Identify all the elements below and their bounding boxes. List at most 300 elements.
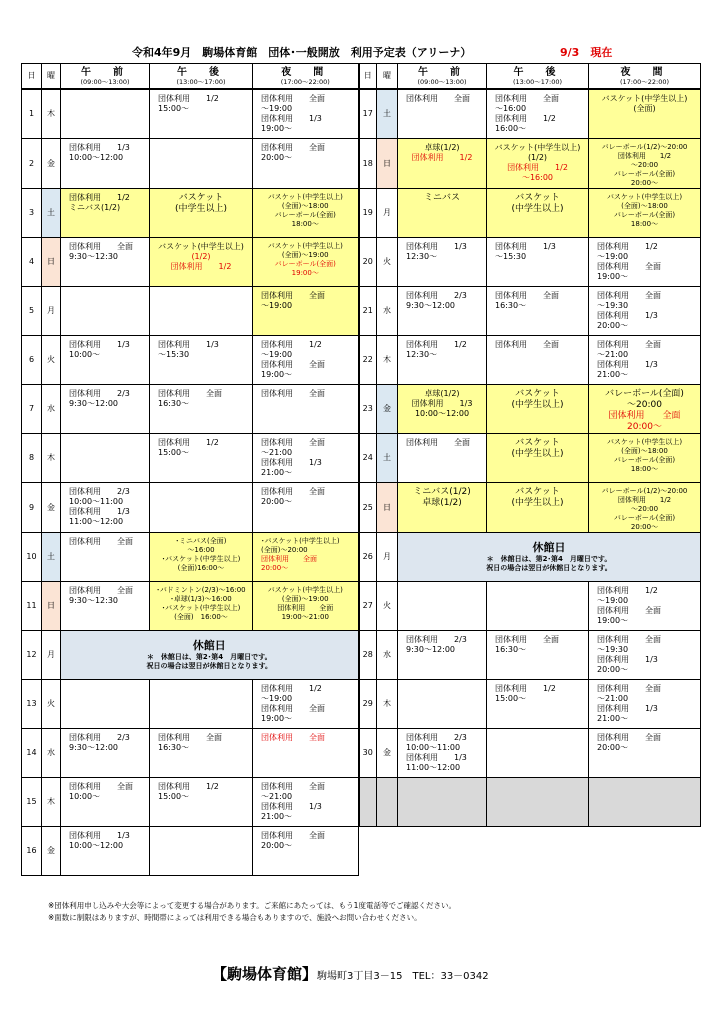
am-slot: [61, 483, 150, 533]
weekday: 火: [377, 582, 398, 631]
slot-line: (全面)～18:00: [621, 447, 668, 455]
slot-line: 卓球(1/2): [424, 389, 460, 398]
slot-line: 団体利用 1/3: [411, 399, 473, 408]
schedule-row: [22, 189, 701, 238]
evening-slot: [253, 434, 359, 483]
slot-line: 団体利用 1/3: [597, 704, 658, 713]
slot-line: 16:30～: [495, 301, 527, 310]
slot-line: 団体利用 1/3: [261, 802, 322, 811]
am-slot: [398, 238, 487, 287]
slot-line: ･バスケット(中学生以上): [261, 537, 340, 545]
schedule-row: [22, 139, 701, 189]
am-slot: [61, 336, 150, 385]
slot-line: 団体利用 1/3: [406, 753, 467, 762]
footer: [212, 963, 489, 984]
slot-line: 団体利用 1/3: [69, 143, 130, 152]
slot-line: 18:00～: [630, 465, 659, 473]
pm-slot: [487, 631, 589, 680]
slot-line: 団体利用 全面: [597, 733, 661, 742]
slot-line: 21:00～: [261, 468, 293, 477]
slot-line: ～16:00: [187, 546, 215, 554]
slot-line: ･ミニバス(全面): [175, 537, 227, 545]
slot-line: 団体利用 1/3: [406, 242, 467, 251]
slot-line: (全面): [633, 104, 656, 113]
slot-line: 団体利用 全面: [261, 389, 325, 398]
pm-slot: [150, 238, 253, 287]
closed-day-text: 休館日: [532, 541, 566, 554]
pm-slot: [487, 483, 589, 533]
closed-day-text: ＊ 休館日は、第2･第4 月曜日です。: [486, 555, 612, 563]
am-slot: [398, 434, 487, 483]
empty-cell: [359, 778, 377, 827]
closed-day-text: 休館日: [192, 639, 226, 652]
note-line: ※面数に制限はありますが、時間帯によっては利用できる場合もありますので、施設へお問い合わせください。: [48, 913, 422, 922]
evening-slot: [589, 434, 701, 483]
am-slot: [398, 139, 487, 189]
am-slot: [61, 139, 150, 189]
closed-day-notice: [398, 533, 701, 582]
am-slot: [398, 189, 487, 238]
slot-line: 20:00～: [597, 321, 629, 330]
day-number: 19: [359, 189, 377, 238]
am-slot: [398, 729, 487, 778]
slot-line: 19:00～: [291, 269, 319, 277]
slot-line: 団体利用 2/3: [69, 487, 130, 496]
slot-line: 12:30～: [406, 252, 438, 261]
slot-line: ～16:00: [495, 104, 527, 113]
slot-line: 団体利用 1/2: [507, 163, 568, 172]
weekday: 金: [377, 729, 398, 778]
pm-slot: [487, 189, 589, 238]
slot-line: ･バスケット(中学生以上): [161, 604, 241, 612]
slot-line: 団体利用 1/2: [597, 586, 658, 595]
weekday: 木: [377, 336, 398, 385]
slot-line: ～15:30: [495, 252, 527, 261]
slot-line: 20:00～: [261, 153, 293, 162]
slot-line: 団体利用 全面: [261, 360, 325, 369]
evening-slot: [253, 533, 359, 582]
evening-slot: [589, 582, 701, 631]
slot-line: バレーボール(全面): [605, 389, 684, 399]
day-number: 21: [359, 287, 377, 336]
slot-line: 18:00～: [630, 220, 659, 228]
slot-line: 20:00～: [261, 497, 293, 506]
slot-line: 20:00～: [261, 841, 293, 850]
slot-line: バスケット(中学生以上): [267, 193, 343, 201]
slot-line: 20:00～: [597, 743, 629, 752]
day-number: 26: [359, 533, 377, 582]
am-slot: [61, 582, 150, 631]
header-pm: 午 後 (13:00～17:00): [487, 64, 589, 90]
weekday: 木: [377, 680, 398, 729]
weekday: 金: [42, 483, 61, 533]
schedule-row: [22, 483, 701, 533]
pm-slot: [150, 336, 253, 385]
slot-line: 19:00～21:00: [281, 613, 329, 621]
slot-line: 16:30～: [495, 645, 527, 654]
slot-line: 団体利用 全面: [597, 340, 661, 349]
weekday: 水: [377, 287, 398, 336]
as-of-date: 9/3 現在: [560, 46, 613, 59]
slot-line: 団体利用 1/2: [261, 684, 322, 693]
slot-line: 団体利用 全面: [406, 94, 470, 103]
slot-line: バスケット(中学生以上): [601, 94, 688, 103]
am-slot: [398, 385, 487, 434]
slot-line: 15:00～: [158, 448, 190, 457]
slot-line: 団体利用 1/2: [170, 262, 232, 271]
slot-line: 19:00～: [261, 124, 293, 133]
slot-line: ～21:00: [597, 350, 629, 359]
slot-line: (1/2): [191, 252, 211, 261]
slot-line: バスケット(中学生以上): [158, 242, 244, 251]
slot-line: 団体利用 全面: [158, 733, 222, 742]
slot-line: 団体利用 全面: [261, 291, 325, 300]
am-slot: [61, 729, 150, 778]
slot-line: バスケット: [515, 487, 560, 497]
slot-line: (中学生以上): [511, 400, 564, 410]
day-number: 16: [22, 827, 42, 876]
day-number: 14: [22, 729, 42, 778]
day-number: 7: [22, 385, 42, 434]
weekday: 日: [377, 139, 398, 189]
closed-day-text: 祝日の場合は翌日が休館日となります。: [486, 564, 612, 572]
day-number: 25: [359, 483, 377, 533]
slot-line: ～19:30: [597, 645, 629, 654]
day-number: 15: [22, 778, 42, 827]
slot-line: 16:30～: [158, 743, 190, 752]
slot-line: 団体利用 全面: [597, 606, 661, 615]
slot-line: (全面)～18:00: [621, 202, 668, 210]
slot-line: 15:00～: [158, 104, 190, 113]
am-slot: [398, 483, 487, 533]
weekday: 土: [42, 533, 61, 582]
schedule-row: [22, 434, 701, 483]
slot-line: 団体利用 1/3: [69, 507, 130, 516]
evening-slot: [253, 729, 359, 778]
slot-line: 団体利用 全面: [261, 782, 325, 791]
header-row: [22, 64, 701, 90]
schedule-row: [22, 680, 701, 729]
pm-slot: [487, 89, 589, 139]
day-number: 10: [22, 533, 42, 582]
day-number: 18: [359, 139, 377, 189]
am-slot: [61, 680, 150, 729]
slot-line: ～21:00: [597, 694, 629, 703]
day-number: 2: [22, 139, 42, 189]
slot-line: ミニバス: [423, 193, 460, 203]
slot-line: (全面)～19:00: [281, 595, 329, 603]
slot-line: 10:00～: [69, 792, 101, 801]
closed-day-notice: [61, 631, 359, 680]
slot-line: 団体利用 全面: [277, 604, 334, 612]
pm-slot: [150, 729, 253, 778]
slot-line: バスケット(中学生以上): [267, 586, 343, 594]
am-slot: [61, 434, 150, 483]
slot-line: 団体利用 全面: [597, 262, 661, 271]
slot-line: 団体利用 1/2: [158, 782, 219, 791]
weekday: 木: [42, 89, 61, 139]
facility-address: 駒場町3丁目3－15 TEL：33－0342: [317, 971, 489, 982]
am-slot: [61, 238, 150, 287]
slot-line: ･バスケット(中学生以上): [161, 555, 241, 563]
slot-line: 団体利用 2/3: [406, 635, 467, 644]
evening-slot: [253, 89, 359, 139]
header-evening: 夜 間 (17:00～22:00): [589, 64, 701, 90]
evening-slot: [253, 139, 359, 189]
day-number: 1: [22, 89, 42, 139]
slot-line: (中学生以上): [511, 449, 564, 459]
day-number: 30: [359, 729, 377, 778]
slot-line: 団体利用 全面: [69, 242, 133, 251]
slot-line: ～19:00: [261, 104, 293, 113]
schedule-row: [22, 631, 701, 680]
evening-slot: [589, 287, 701, 336]
slot-line: 11:00～12:00: [406, 763, 461, 772]
am-slot: [398, 582, 487, 631]
weekday: 月: [42, 631, 61, 680]
slot-line: 団体利用 全面: [608, 411, 681, 421]
slot-line: バスケット(中学生以上): [606, 438, 683, 446]
slot-line: 10:00～11:00: [69, 497, 124, 506]
closed-day-text: ＊ 休館日は、第2･第4 月曜日です。: [146, 653, 272, 661]
slot-line: (中学生以上): [511, 204, 564, 214]
slot-line: (全面)16:00～: [177, 564, 225, 572]
slot-line: 団体利用 1/3: [69, 831, 130, 840]
pm-slot: [150, 434, 253, 483]
slot-line: (全面)～18:00: [281, 202, 329, 210]
note-line: ※団体利用申し込みや大会等によって変更する場合があります。ご来館にあたっては、もう1度電話等でご確認ください。: [48, 901, 456, 910]
slot-line: (1/2): [527, 153, 548, 162]
slot-line: バレーボール(1/2)～20:00: [601, 487, 688, 495]
slot-line: 19:00～: [261, 370, 293, 379]
slot-line: 9:30～12:00: [69, 399, 119, 408]
slot-line: 20:00～: [261, 564, 289, 572]
slot-line: 20:00～: [630, 523, 659, 531]
weekday: 日: [377, 483, 398, 533]
evening-slot: [253, 336, 359, 385]
slot-line: バレーボール(全面): [613, 170, 676, 178]
slot-line: 21:00～: [261, 812, 293, 821]
slot-line: 卓球(1/2): [422, 498, 462, 508]
slot-line: 団体利用 全面: [597, 291, 661, 300]
slot-line: (全面)～19:00: [281, 251, 329, 259]
slot-line: (中学生以上): [174, 204, 228, 214]
slot-line: 団体利用 1/3: [597, 360, 658, 369]
slot-line: 10:00～11:00: [406, 743, 461, 752]
header-pm: 午 後 (13:00～17:00): [150, 64, 253, 90]
slot-line: 団体利用 1/3: [597, 655, 658, 664]
slot-line: 18:00～: [291, 220, 319, 228]
pm-slot: [150, 385, 253, 434]
evening-slot: [589, 680, 701, 729]
weekday: 水: [377, 631, 398, 680]
schedule-row: [22, 238, 701, 287]
pm-slot: [150, 139, 253, 189]
slot-line: 9:30～12:30: [69, 596, 119, 605]
schedule-row: [22, 533, 701, 582]
day-number: 8: [22, 434, 42, 483]
slot-line: 団体利用 全面: [261, 555, 317, 563]
slot-line: ･バドミントン(2/3)～16:00: [156, 586, 246, 594]
slot-line: ～19:00: [597, 252, 629, 261]
day-number: 20: [359, 238, 377, 287]
slot-line: 19:00～: [597, 616, 629, 625]
empty-cell: [487, 778, 589, 827]
slot-line: 16:30～: [158, 399, 190, 408]
weekday: 日: [42, 582, 61, 631]
slot-line: 団体利用 全面: [261, 733, 325, 742]
slot-line: ･卓球(1/3)～16:00: [170, 595, 232, 603]
pm-slot: [487, 582, 589, 631]
slot-line: ～21:00: [261, 792, 293, 801]
slot-line: 団体利用 1/3: [158, 340, 219, 349]
evening-slot: [253, 189, 359, 238]
slot-line: 団体利用 全面: [495, 340, 559, 349]
slot-line: バスケット: [178, 193, 224, 203]
header-weekday: 曜: [377, 64, 398, 90]
slot-line: バスケット(中学生以上): [494, 143, 581, 152]
slot-line: 10:00～12:00: [414, 409, 470, 418]
slot-line: 団体利用 全面: [261, 487, 325, 496]
slot-line: 11:00～12:00: [69, 517, 124, 526]
slot-line: 団体利用 2/3: [69, 733, 130, 742]
slot-line: ～19:00: [261, 694, 293, 703]
am-slot: [398, 287, 487, 336]
slot-line: バスケット: [515, 193, 560, 203]
day-number: 29: [359, 680, 377, 729]
slot-line: 団体利用 1/3: [69, 340, 130, 349]
empty-cell: [589, 778, 701, 827]
day-number: 12: [22, 631, 42, 680]
pm-slot: [150, 189, 253, 238]
slot-line: 団体利用 1/3: [261, 114, 322, 123]
day-number: 23: [359, 385, 377, 434]
header-am: 午 前 (09:00～13:00): [398, 64, 487, 90]
evening-slot: [589, 385, 701, 434]
pm-slot: [150, 533, 253, 582]
slot-line: (全面) 16:00～: [174, 613, 228, 621]
slot-line: ～19:30: [597, 301, 629, 310]
schedule-row: [22, 827, 701, 876]
weekday: 月: [42, 287, 61, 336]
am-slot: [61, 827, 150, 876]
slot-line: 団体利用 1/3: [495, 242, 556, 251]
pm-slot: [150, 483, 253, 533]
evening-slot: [253, 385, 359, 434]
slot-line: 団体利用 全面: [406, 438, 470, 447]
slot-line: 団体利用 1/2: [597, 242, 658, 251]
weekday: 木: [42, 434, 61, 483]
evening-slot: [589, 729, 701, 778]
am-slot: [61, 778, 150, 827]
pm-slot: [487, 434, 589, 483]
slot-line: ミニバス(1/2): [413, 487, 471, 497]
day-number: 6: [22, 336, 42, 385]
schedule-row: [22, 287, 701, 336]
slot-line: 12:30～: [406, 350, 438, 359]
weekday: 日: [42, 238, 61, 287]
weekday: 水: [42, 385, 61, 434]
slot-line: 団体利用 全面: [158, 389, 222, 398]
am-slot: [61, 89, 150, 139]
slot-line: ～15:30: [158, 350, 190, 359]
slot-line: 9:30～12:00: [406, 645, 456, 654]
evening-slot: [589, 189, 701, 238]
header-evening: 夜 間 (17:00～22:00): [253, 64, 359, 90]
weekday: 金: [42, 139, 61, 189]
slot-line: 卓球(1/2): [424, 143, 460, 152]
evening-slot: [253, 287, 359, 336]
slot-line: 団体利用 全面: [597, 684, 661, 693]
slot-line: 21:00～: [597, 714, 629, 723]
slot-line: 団体利用 1/2: [617, 496, 672, 504]
slot-line: バスケット(中学生以上): [606, 193, 683, 201]
slot-line: バレーボール(全面): [613, 211, 676, 219]
slot-line: 団体利用 1/2: [261, 340, 322, 349]
weekday: 土: [377, 89, 398, 139]
day-number: 11: [22, 582, 42, 631]
slot-line: (中学生以上): [511, 498, 564, 508]
slot-line: ミニバス(1/2): [69, 203, 121, 212]
empty-cell: [398, 778, 487, 827]
pm-slot: [150, 680, 253, 729]
schedule-row: [22, 582, 701, 631]
slot-line: 16:00～: [495, 124, 527, 133]
slot-line: ～19:00: [597, 596, 629, 605]
pm-slot: [487, 287, 589, 336]
evening-slot: [253, 238, 359, 287]
slot-line: 団体利用 全面: [69, 537, 133, 546]
slot-line: ～19:00: [261, 301, 293, 310]
pm-slot: [487, 336, 589, 385]
day-number: 4: [22, 238, 42, 287]
title-text: 令和4年9月 駒場体育館 団体･一般開放 利用予定表（アリーナ）: [132, 46, 472, 59]
slot-line: 団体利用 全面: [261, 438, 325, 447]
pm-slot: [150, 778, 253, 827]
slot-line: 10:00～12:00: [69, 153, 124, 162]
slot-line: 20:00～: [630, 179, 659, 187]
slot-line: 団体利用 1/2: [495, 114, 556, 123]
day-number: 22: [359, 336, 377, 385]
slot-line: 19:00～: [597, 272, 629, 281]
slot-line: 団体利用 1/2: [158, 438, 219, 447]
slot-line: バスケット: [515, 438, 560, 448]
slot-line: 団体利用 全面: [261, 143, 325, 152]
slot-line: ～20:00: [630, 161, 659, 169]
slot-line: 21:00～: [597, 370, 629, 379]
am-slot: [398, 680, 487, 729]
am-slot: [61, 533, 150, 582]
slot-line: 団体利用 全面: [261, 831, 325, 840]
slot-line: 団体利用 1/2: [495, 684, 556, 693]
schedule-row: [22, 385, 701, 434]
pm-slot: [150, 827, 253, 876]
slot-line: 団体利用 全面: [597, 635, 661, 644]
evening-slot: [253, 827, 359, 876]
slot-line: (全面)～20:00: [261, 546, 308, 554]
slot-line: 20:00～: [597, 665, 629, 674]
slot-line: 9:30～12:00: [406, 301, 456, 310]
am-slot: [398, 89, 487, 139]
am-slot: [61, 287, 150, 336]
day-number: 13: [22, 680, 42, 729]
pm-slot: [487, 385, 589, 434]
pm-slot: [487, 729, 589, 778]
weekday: 月: [377, 533, 398, 582]
weekday: 火: [42, 336, 61, 385]
slot-line: 団体利用 1/2: [617, 152, 672, 160]
evening-slot: [253, 680, 359, 729]
